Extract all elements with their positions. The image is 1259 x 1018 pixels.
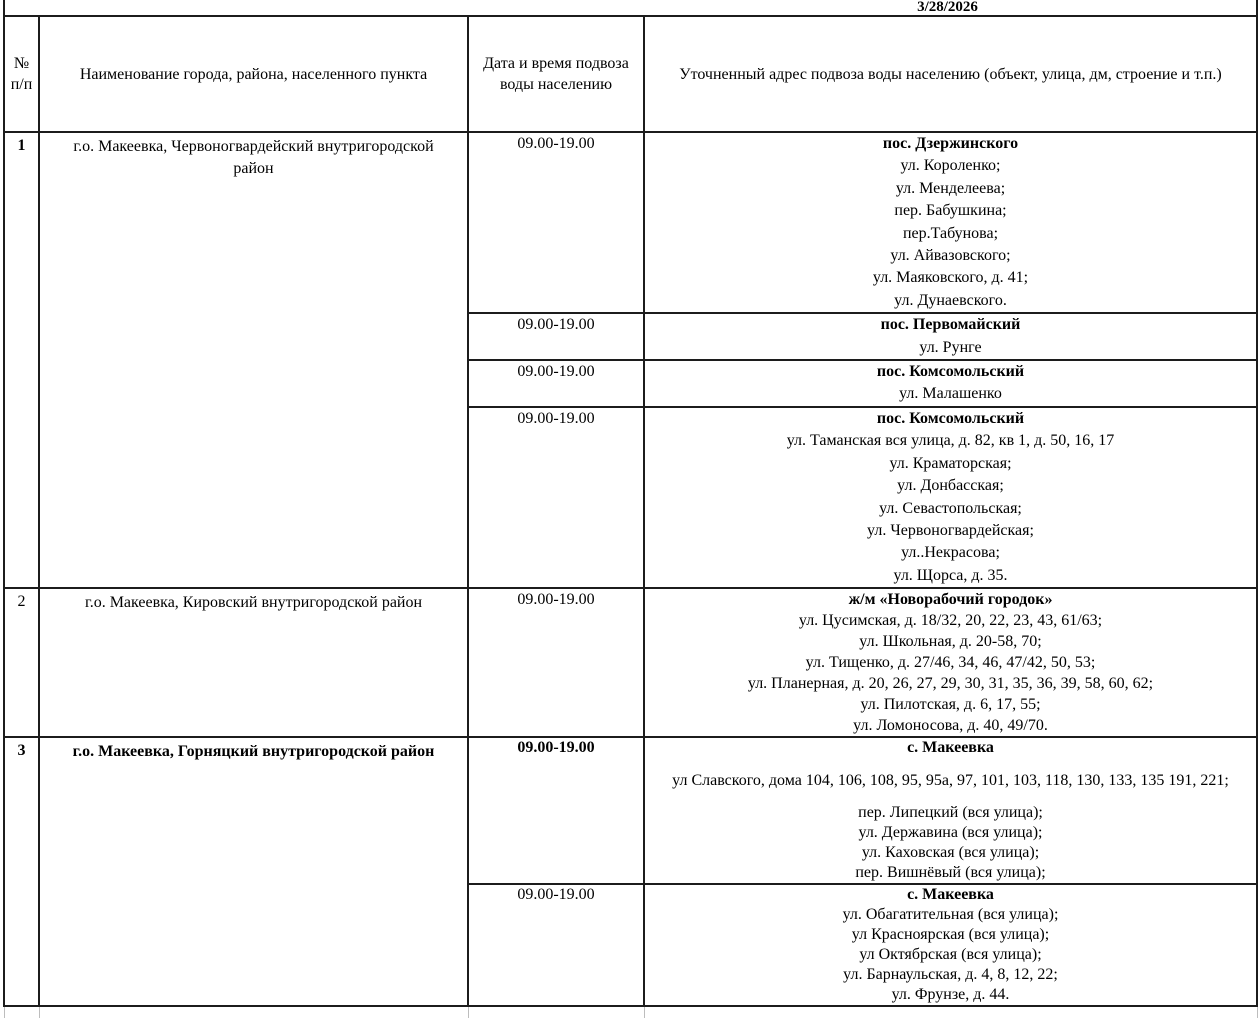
- address-line: ул. Каховская (вся улица);: [861, 844, 1040, 862]
- address-cell: [644, 884, 1257, 1006]
- address-cell: [644, 360, 1257, 407]
- address-line: ул. Барнаульская, д. 4, 8, 12, 22;: [843, 966, 1058, 984]
- settlement-title: пос. Комсомольский: [876, 409, 1025, 427]
- address-line: пер. Вишнёвый (вся улица);: [855, 864, 1046, 882]
- empty-cell: [4, 1006, 39, 1018]
- row-number-cell: 3: [4, 737, 39, 1006]
- district-name-cell: г.о. Макеевка, Горняцкий внутригородской район: [39, 737, 468, 1006]
- address-line: ул. Тищенко, д. 27/46, 34, 46, 47/42, 50, 53;: [805, 654, 1096, 672]
- address-line: ул. Севастопольская;: [879, 499, 1022, 517]
- report-date: 3/28/2026: [917, 0, 978, 15]
- address-line: ул. Цусимская, д. 18/32, 20, 22, 23, 43, 61/63;: [798, 612, 1103, 630]
- address-line: ул. Фрунзе, д. 44.: [891, 986, 1010, 1004]
- time-cell: 09.00-19.00: [468, 737, 644, 884]
- address-line: пер. Бабушкина;: [894, 202, 1007, 220]
- address-cell: [644, 313, 1257, 360]
- settlement-title: с. Макеевка: [907, 739, 994, 757]
- address-line: ул Красноярская (вся улица);: [851, 926, 1050, 944]
- district-name-cell: г.о. Макеевка, Червоногвардейский внутригородской район: [39, 132, 468, 588]
- empty-row: [4, 1006, 1257, 1018]
- address-cell: [644, 132, 1257, 313]
- address-cell: [644, 737, 1257, 884]
- address-line: ул. Пилотская, д. 6, 17, 55;: [860, 696, 1041, 714]
- table-row: [4, 588, 1257, 737]
- settlement-title: пос. Первомайский: [880, 316, 1021, 334]
- address-line: ул. Краматорская;: [889, 454, 1012, 472]
- address-line: пер.Табунова;: [902, 224, 999, 242]
- address-line: ул. Менделеева;: [895, 179, 1006, 197]
- water-delivery-table: [3, 0, 1258, 1018]
- date-cell: [4, 0, 1257, 16]
- time-cell: 09.00-19.00: [468, 132, 644, 313]
- address-line: ул. Школьная, д. 20-58, 70;: [859, 633, 1042, 651]
- address-line: ул. Планерная, д. 20, 26, 27, 29, 30, 31, 35, 36, 39, 58, 60, 62;: [747, 675, 1154, 693]
- header-locality: Наименование города, района, населенного пункта: [39, 16, 468, 132]
- settlement-title: пос. Дзержинского: [882, 135, 1019, 152]
- row-number-cell: 2: [4, 588, 39, 737]
- empty-cell: [644, 1006, 1257, 1018]
- empty-cell: [39, 1006, 468, 1018]
- address-line: ул Октябрская (вся улица);: [859, 946, 1042, 964]
- header-address: Уточненный адрес подвоза воды населению (объект, улица, дм, строение и т.п.): [644, 16, 1257, 132]
- table-row: [4, 132, 1257, 313]
- address-line: ул. Обагатительная (вся улица);: [842, 906, 1059, 924]
- address-line: ул Славского, дома 104, 106, 108, 95, 95а, 97, 101, 103, 118, 130, 133, 135 191, 221;: [672, 772, 1229, 790]
- address-line: ул..Некрасова;: [901, 544, 1000, 562]
- header-datetime: Дата и время подвоза воды населению: [468, 16, 644, 132]
- header-number: № п/п: [4, 16, 39, 132]
- address-line: ул. Державина (вся улица);: [858, 824, 1043, 842]
- time-cell: 09.00-19.00: [468, 588, 644, 737]
- time-cell: 09.00-19.00: [468, 360, 644, 407]
- address-line: ул. Донбасская;: [897, 477, 1004, 495]
- empty-cell: [468, 1006, 644, 1018]
- address-line: ул. Ломоносова, д. 40, 49/70.: [853, 717, 1048, 735]
- time-cell: 09.00-19.00: [468, 407, 644, 588]
- table-header-row: [4, 16, 1257, 132]
- time-cell: 09.00-19.00: [468, 884, 644, 1006]
- address-line: ул. Дунаевского.: [894, 291, 1007, 309]
- settlement-title: с. Макеевка: [907, 886, 994, 904]
- district-name-cell: г.о. Макеевка, Кировский внутригородской район: [39, 588, 468, 737]
- address-line: ул. Щорса, д. 35.: [893, 566, 1008, 584]
- address-line: ул. Рунге: [919, 338, 982, 356]
- address-line: ул. Короленко;: [900, 157, 1001, 175]
- address-line: ул. Малашенко: [899, 385, 1002, 403]
- address-line: ул. Маяковского, д. 41;: [872, 269, 1029, 287]
- address-line: ул. Айвазовского;: [890, 247, 1011, 265]
- time-cell: 09.00-19.00: [468, 313, 644, 360]
- table-row: [4, 737, 1257, 884]
- address-line: ул. Червоногвардейская;: [867, 521, 1034, 539]
- address-line: пер. Липецкий (вся улица);: [858, 804, 1043, 822]
- settlement-title: пос. Комсомольский: [876, 363, 1025, 381]
- settlement-title: ж/м «Новорабочий городок»: [848, 591, 1053, 609]
- row-number-cell: 1: [4, 132, 39, 588]
- date-row: [4, 0, 1257, 16]
- address-line: ул. Таманская вся улица, д. 82, кв 1, д. 50, 16, 17: [786, 432, 1115, 450]
- address-cell: [644, 588, 1257, 737]
- address-cell: [644, 407, 1257, 588]
